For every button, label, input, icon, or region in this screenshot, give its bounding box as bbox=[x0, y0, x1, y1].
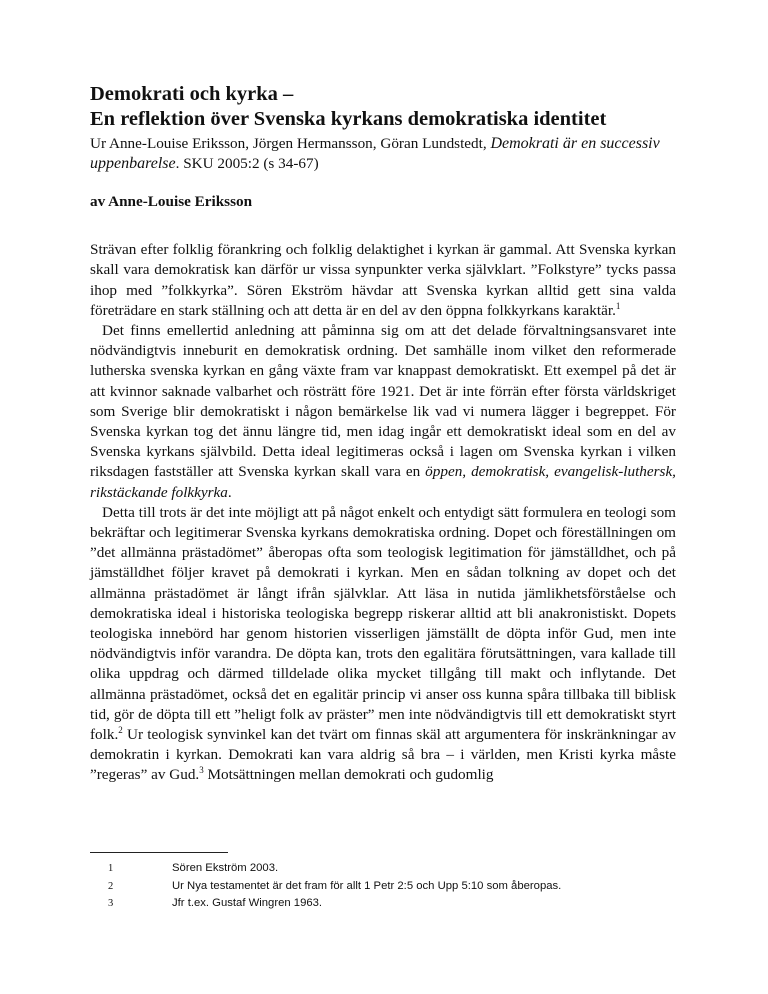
footnote-ref-1[interactable]: 1 bbox=[615, 300, 621, 311]
footnote-item bbox=[90, 860, 676, 878]
source-reference bbox=[90, 134, 676, 174]
title-line-2: En reflektion över Svenska kyrkans demokratiska identitet bbox=[90, 108, 607, 130]
title-line-1: Demokrati och kyrka – bbox=[90, 83, 294, 105]
article-title bbox=[90, 82, 676, 132]
paragraph-2-emphasis: öppen, demokratisk, evangelisk-luthersk, rikstäckande folkkyrka bbox=[90, 463, 676, 501]
paragraph-1-text: Strävan efter folklig förankring och folklig delaktighet i kyrkan är gammal. Att Svenska kyrkan skall vara demokratisk kan därför ur vissa synpunkter verka självklart. ”Folkstyre” tycks passa ihop med ”folkkyrka”. Sören Ekström hävdar att Svenska kyrkan alltid gett sina valda företrädare en stark ställning och att detta är en del av den öppna folkkyrkans karaktär. bbox=[90, 241, 676, 319]
footnote-text: Ur Nya testamentet är det fram för allt 1 Petr 2:5 och Upp 5:10 som åberopas. bbox=[172, 879, 562, 892]
paragraph-2 bbox=[90, 321, 676, 503]
reference-authors: Ur Anne-Louise Eriksson, Jörgen Hermansson, Göran Lundstedt, bbox=[90, 135, 491, 152]
paragraph-2-text: Det finns emellertid anledning att påminna sig om att det delade förvaltningsansvaret inte nödvändigtvis inneburit en demokratisk ordning. Det samhälle inom vilket den reformerade lutherska svenska kyrkan en gång växte fram var knappast demokratiskt. Ett exempel på det är att kvinnor saknade valbarhet och rösträtt före 1921. Det är inte förrän efter första världskriget som Sverige blir demokratiskt i någon bemärkelse lik vad vi numera lägger i begreppet. För Svenska kyrkan tog det ännu längre tid, men idag ingår ett demokratiskt ideal som en del av Svenska kyrkans självbild. Detta ideal legitimeras också i lagen om Svenska kyrkan i vilken riksdagen fastställer att Svenska kyrkan skall vara en bbox=[90, 322, 676, 481]
reference-book-title: Demokrati är en successiv uppenbarelse bbox=[90, 135, 660, 172]
footnote-separator bbox=[90, 852, 228, 853]
footnote-number: 1 bbox=[108, 863, 114, 874]
paragraph-3 bbox=[90, 503, 676, 786]
footnote-item bbox=[90, 895, 676, 913]
footnote-number: 2 bbox=[108, 880, 114, 892]
footnote-ref-3[interactable]: 3 bbox=[199, 765, 204, 776]
footnotes bbox=[90, 860, 676, 913]
paragraph-3-text-c: Motsättningen mellan demokrati och gudomlig bbox=[203, 766, 494, 784]
paragraph-1 bbox=[90, 240, 676, 321]
paragraph-3-text-a: Detta till trots är det inte möjligt att på något enkelt och entydigt sätt formulera en teologi som bekräftar och legitimerar Svenska kyrkans demokratiska ordning. Dopet och föreställningen om ”det allmänna prästadömet” åberopas ofta som teologisk legitimation för jämställdhet, och på jämställdhet följer kravet på demokrati i kyrkan. Men en sådan tolkning av dopet och det allmänna prästadömet är långt ifrån självklar. Att läsa in nutida jämlikhetsförståelse och demokratiska ideal i historiska teologiska begrepp riskerar alltid att bli anakronistiskt. Dopets teologiska innebörd har genom historien visserligen jämställt de döpta inför Gud, men inte nödvändigtvis inför varandra. De döpta kan, trots den egalitära förutsättningen, vara kallade till olika uppdrag och därmed tilldelade olika mycket tillgång till makt och inflytande. Det allmänna prästadömet, också det en egalitär princip vi anser oss kunna spåra tillbaka till biblisk tid, gör de döpta till ett ”heligt folk av präster” men inte nödvändigtvis till ett demokratiskt styrt folk. bbox=[90, 503, 676, 744]
paragraph-2-end: . bbox=[227, 483, 232, 501]
footnote-text: Sören Ekström 2003. bbox=[172, 862, 279, 874]
footnote-item bbox=[90, 878, 676, 896]
author-byline: av Anne-Louise Eriksson bbox=[90, 193, 253, 210]
footnote-ref-2[interactable]: 2 bbox=[118, 725, 123, 736]
paragraph-3-text-b: Ur teologisk synvinkel kan det tvärt om finnas skäl att argumentera för inskränkningar av demokratin i kyrkan. Demokrati kan vara aldrig så bra – i världen, men Kristi kyrka måste ”regeras” av Gud. bbox=[90, 726, 676, 784]
article-body bbox=[90, 82, 676, 786]
reference-series: . SKU 2005:2 (s 34-67) bbox=[175, 155, 319, 172]
footnote-number: 3 bbox=[108, 898, 114, 909]
footnote-text: Jfr t.ex. Gustaf Wingren 1963. bbox=[172, 897, 323, 909]
